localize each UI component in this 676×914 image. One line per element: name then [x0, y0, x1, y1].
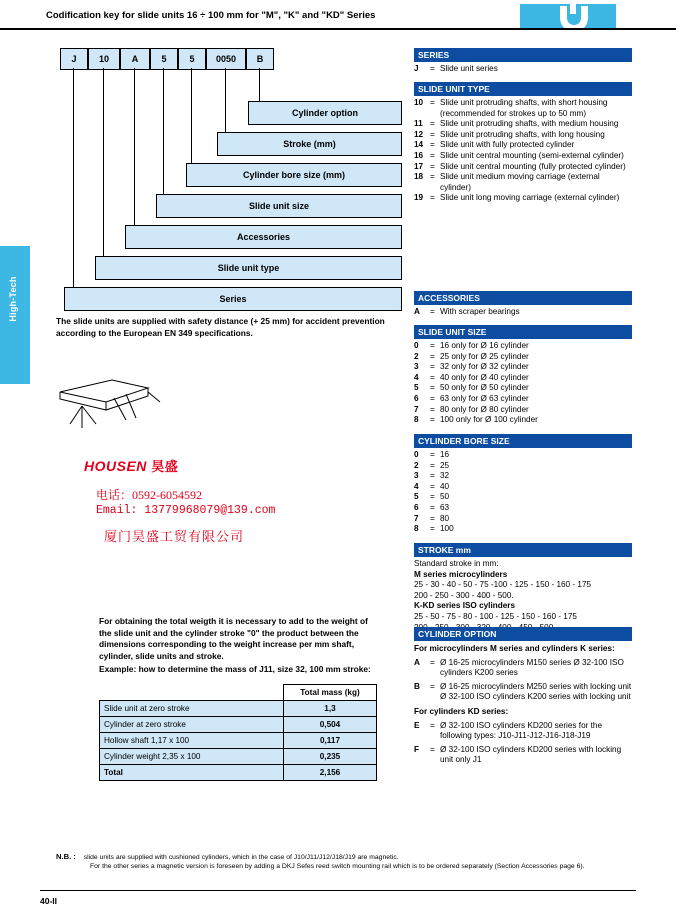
label-series: Series	[64, 287, 402, 311]
sidebar-tab-label: High-Tech	[8, 276, 18, 322]
stroke-m-title: M series microcylinders	[414, 569, 508, 579]
label-accessories: Accessories	[125, 225, 402, 249]
list-item	[414, 745, 632, 766]
section-stroke	[414, 543, 632, 633]
item-eq: =	[430, 450, 435, 459]
item-key: 5	[414, 492, 419, 502]
list-item	[414, 172, 632, 193]
item-key: 0	[414, 341, 419, 350]
item-value: 40	[440, 481, 450, 491]
item-value: 25 only for Ø 25 cylinder	[440, 351, 529, 361]
list-item	[414, 415, 632, 426]
item-eq: =	[430, 524, 435, 534]
item-value: Slide unit long moving carriage (external cylinder)	[440, 193, 620, 203]
code-box-unit-size[interactable]: 5	[150, 48, 178, 70]
item-eq: =	[430, 161, 435, 171]
list-item	[414, 162, 632, 173]
list-item	[414, 130, 632, 141]
item-key: 12	[414, 129, 424, 139]
stroke-k-title: K-KD series ISO cylinders	[414, 601, 516, 611]
table-row	[100, 701, 377, 717]
item-key: A	[414, 307, 420, 316]
footnote	[56, 852, 636, 871]
list-item	[414, 482, 632, 493]
item-key: 16	[414, 150, 424, 160]
list-item	[414, 362, 632, 373]
item-value: With scraper bearings	[440, 307, 520, 316]
table-header-total: Total mass (kg)	[284, 685, 377, 701]
stroke-m-line1: 25 - 30 - 40 - 50 - 75 -100 - 125 - 150 - 160 - 175	[414, 580, 592, 590]
item-eq: =	[430, 98, 435, 107]
cylinder-option-sub2: For cylinders KD series:	[414, 706, 509, 716]
item-key: 4	[414, 372, 419, 382]
item-eq: =	[430, 481, 435, 491]
item-key: A	[414, 657, 420, 667]
table-row-total	[100, 765, 377, 781]
item-key: 10	[414, 98, 424, 107]
row-value: 0,235	[284, 749, 377, 765]
list-item	[414, 193, 632, 204]
item-value: Slide unit protruding shafts, with medium housing	[440, 119, 619, 129]
cylinder-option-sub1: For microcylinders M series and cylinders K series:	[414, 644, 615, 653]
connector-line	[134, 68, 135, 225]
item-key: 8	[414, 415, 419, 425]
list-item	[414, 64, 632, 75]
mass-table	[99, 684, 377, 781]
weight-note: For obtaining the total weigth it is necessary to add to the weight of the slide unit and the cylinder stroke "0" the product between the dimensions corresponding to the weight increase per mm shaft, cylinder, slide units and stroke.	[99, 616, 368, 661]
item-key: 2	[414, 460, 419, 470]
item-eq: =	[430, 720, 435, 730]
item-value: 25	[440, 460, 450, 470]
housen-logo-cn: 昊盛	[151, 459, 179, 474]
item-eq: =	[430, 393, 435, 403]
row-label: Hollow shaft 1,17 x 100	[100, 733, 284, 749]
item-key: 3	[414, 362, 419, 372]
item-eq: =	[430, 471, 435, 481]
section-header-slide-unit-size: SLIDE UNIT SIZE	[414, 325, 632, 339]
table-header-blank	[100, 685, 284, 701]
item-eq: =	[430, 140, 435, 150]
list-item	[414, 721, 632, 742]
footnote-line2: For the other series a magnetic version is foreseen by adding a DKJ Sefes reed switch mounting rail which is to be ordered separately (Section Accessories page 6).	[90, 863, 585, 870]
row-label: Slide unit at zero stroke	[100, 701, 284, 717]
item-eq: =	[430, 492, 435, 502]
row-value: 1,3	[284, 701, 377, 717]
connector-line	[73, 68, 74, 287]
housen-logo-text: HOUSEN	[84, 458, 147, 474]
item-key: 2	[414, 351, 419, 361]
connector-line	[259, 68, 260, 102]
label-slide-unit-type: Slide unit type	[95, 256, 402, 280]
item-key: B	[414, 681, 420, 691]
list-item	[414, 503, 632, 514]
housen-logo	[84, 456, 178, 475]
list-item	[414, 98, 632, 119]
item-key: 7	[414, 513, 419, 523]
item-value: Slide unit medium moving carriage (external cylinder)	[440, 172, 600, 192]
item-key: 18	[414, 172, 424, 182]
slide-unit-sketch	[52, 372, 182, 430]
code-box-series[interactable]: J	[60, 48, 88, 70]
list-item	[414, 658, 632, 679]
page-title: Codification key for slide units 16 ÷ 100 mm for "M", "K" and "KD" Series	[46, 10, 376, 21]
list-item	[414, 514, 632, 525]
connector-line	[225, 68, 226, 133]
item-key: 6	[414, 502, 419, 512]
item-value: Ø 32-100 ISO cylinders KD200 series with locking unit only J1	[440, 744, 622, 765]
item-eq: =	[430, 415, 435, 425]
section-header-slide-unit-type: SLIDE UNIT TYPE	[414, 82, 632, 96]
item-value: Ø 16-25 microcylinders M250 series with locking unit Ø 32-100 ISO cylinders K200 series with locking unit	[440, 681, 632, 702]
code-box-accessories[interactable]: A	[120, 48, 150, 70]
section-header-cylinder-option: CYLINDER OPTION	[414, 627, 632, 641]
item-value: Slide unit protruding shafts, with short housing (recommended for strokes up to 50 mm)	[440, 98, 608, 118]
row-value: 0,504	[284, 717, 377, 733]
table-row	[100, 733, 377, 749]
list-item	[414, 461, 632, 472]
example-note: Example: how to determine the mass of J11, size 32, 100 mm stroke:	[99, 664, 371, 674]
item-key: F	[414, 744, 420, 754]
stroke-intro: Standard stroke in mm:	[414, 559, 499, 568]
section-header-series: SERIES	[414, 48, 632, 62]
item-value: 63	[440, 502, 450, 512]
code-box-cylinder-option[interactable]: B	[246, 48, 274, 70]
list-item	[414, 352, 632, 363]
item-value: 32	[440, 471, 450, 481]
safety-note: The slide units are supplied with safety distance (+ 25 mm) for accident prevention according to the European EN 349 specifications.	[56, 316, 385, 338]
connector-line	[103, 68, 104, 256]
item-value: 100 only for Ø 100 cylinder	[440, 415, 538, 425]
item-value: 16	[440, 450, 450, 459]
phone-text: 电话：0592-6054592	[96, 488, 202, 502]
item-eq: =	[430, 119, 435, 129]
row-label: Cylinder weight 2,35 x 100	[100, 749, 284, 765]
item-key: E	[414, 720, 420, 730]
table-row	[100, 749, 377, 765]
footer-divider	[40, 890, 636, 891]
item-eq: =	[430, 383, 435, 393]
list-item	[414, 383, 632, 394]
item-key: 4	[414, 481, 419, 491]
section-cylinder-bore-size	[414, 434, 632, 535]
item-key: 7	[414, 404, 419, 414]
row-label: Total	[100, 765, 284, 781]
list-item	[414, 524, 632, 535]
item-key: J	[414, 64, 419, 73]
stroke-k-line1: 25 - 50 - 75 - 80 - 100 - 125 - 150 - 160 - 175	[414, 611, 577, 621]
footnote-label: N.B. :	[56, 852, 76, 861]
list-item	[414, 450, 632, 461]
sidebar-tab-high-tech	[0, 246, 30, 384]
item-eq: =	[430, 744, 435, 754]
item-value: 40 only for Ø 40 cylinder	[440, 372, 529, 382]
list-item	[414, 341, 632, 352]
item-eq: =	[430, 351, 435, 361]
list-item	[414, 471, 632, 482]
list-item	[414, 394, 632, 405]
item-value: 16 only for Ø 16 cylinder	[440, 341, 529, 350]
item-eq: =	[430, 681, 435, 691]
item-eq: =	[430, 193, 435, 203]
section-header-accessories: ACCESSORIES	[414, 291, 632, 305]
label-cylinder-option: Cylinder option	[248, 101, 402, 125]
email-text: Email: 13779968079@139.com	[96, 504, 276, 517]
item-value: Ø 32-100 ISO cylinders KD200 series for the following types: J10-J11-J12-J16-J18-J19	[440, 720, 603, 741]
item-eq: =	[430, 460, 435, 470]
item-key: 14	[414, 140, 424, 150]
item-value: 63 only for Ø 63 cylinder	[440, 393, 529, 403]
list-item	[414, 140, 632, 151]
row-label: Cylinder at zero stroke	[100, 717, 284, 733]
table-header-row	[100, 685, 377, 701]
item-key: 8	[414, 524, 419, 534]
item-value: Slide unit protruding shafts, with long housing	[440, 129, 605, 139]
item-value: 80 only for Ø 80 cylinder	[440, 404, 529, 414]
item-value: 100	[440, 524, 454, 534]
code-box-bore-size[interactable]: 5	[178, 48, 206, 70]
section-cylinder-option	[414, 627, 632, 766]
label-cylinder-bore: Cylinder bore size (mm)	[186, 163, 402, 187]
item-key: 17	[414, 161, 424, 171]
item-value: Slide unit series	[440, 64, 498, 73]
connector-line	[191, 68, 192, 164]
item-key: 3	[414, 471, 419, 481]
item-eq: =	[430, 64, 435, 73]
item-key: 6	[414, 393, 419, 403]
item-eq: =	[430, 341, 435, 350]
item-value: 32 only for Ø 32 cylinder	[440, 362, 529, 372]
list-item	[414, 307, 632, 318]
section-header-cylinder-bore-size: CYLINDER BORE SIZE	[414, 434, 632, 448]
label-slide-unit-size: Slide unit size	[156, 194, 402, 218]
list-item	[414, 151, 632, 162]
list-item	[414, 405, 632, 416]
section-series	[414, 48, 632, 75]
section-header-stroke: STROKE mm	[414, 543, 632, 557]
item-value: Slide unit central mounting (fully protected cylinder)	[440, 161, 626, 171]
section-accessories	[414, 291, 632, 318]
footnote-line1: slide units are supplied with cushioned cylinders, which in the case of J10/J11/J12/J18/J19 are magnetic.	[83, 854, 399, 861]
item-key: 5	[414, 383, 419, 393]
item-value: Slide unit with fully protected cylinder	[440, 140, 575, 150]
list-item	[414, 119, 632, 130]
item-key: 0	[414, 450, 419, 459]
header-divider	[0, 28, 676, 30]
code-box-stroke[interactable]: 0050	[206, 48, 246, 70]
item-eq: =	[430, 657, 435, 667]
company-name-cn: 厦门昊盛工贸有限公司	[104, 529, 245, 544]
page-number: 40-II	[40, 896, 58, 906]
row-value: 0,117	[284, 733, 377, 749]
item-value: 80	[440, 513, 450, 523]
list-item	[414, 682, 632, 703]
item-eq: =	[430, 307, 435, 316]
item-eq: =	[430, 513, 435, 523]
item-eq: =	[430, 172, 435, 182]
item-value: Ø 16-25 microcylinders M150 series Ø 32-100 ISO cylinders K200 series	[440, 657, 624, 678]
item-eq: =	[430, 129, 435, 139]
stroke-m-line2: 200 - 250 - 300 - 400 - 500.	[414, 590, 514, 600]
table-row	[100, 717, 377, 733]
item-value: Slide unit central mounting (semi-external cylinder)	[440, 150, 624, 160]
connector-line	[163, 68, 164, 194]
section-slide-unit-size	[414, 325, 632, 426]
item-value: 50 only for Ø 50 cylinder	[440, 383, 529, 393]
list-item	[414, 373, 632, 384]
item-key: 19	[414, 193, 424, 203]
list-item	[414, 492, 632, 503]
item-eq: =	[430, 404, 435, 414]
label-stroke: Stroke (mm)	[217, 132, 402, 156]
item-eq: =	[430, 362, 435, 372]
item-key: 11	[414, 119, 423, 129]
item-value: 50	[440, 492, 450, 502]
code-box-unit-type[interactable]: 10	[88, 48, 120, 70]
item-eq: =	[430, 150, 435, 160]
item-eq: =	[430, 372, 435, 382]
company-logo	[520, 4, 616, 28]
section-slide-unit-type	[414, 82, 632, 204]
row-value: 2,156	[284, 765, 377, 781]
item-eq: =	[430, 502, 435, 512]
